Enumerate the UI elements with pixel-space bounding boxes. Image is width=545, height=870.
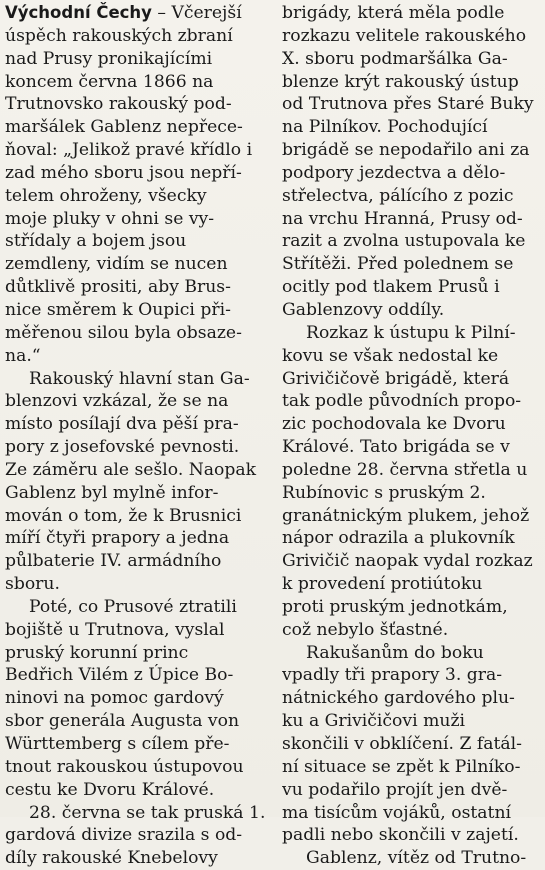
text-line: sbor generála Augusta von — [5, 711, 240, 732]
text-line: střelectva, pálícího z pozic — [282, 185, 514, 206]
text-line: vpadly tři prapory 3. gra- — [282, 665, 503, 686]
text-line — [5, 2, 273, 25]
text-line: Trutnovsko rakouský pod- — [5, 94, 232, 115]
text-line: od Trutnova přes Staré Buky — [282, 94, 534, 115]
text-line-rest: – Včerejší — [151, 3, 242, 23]
text-line: na vrchu Hranná, Prusy od- — [282, 208, 523, 229]
text-line: zad mého sboru jsou nepří- — [5, 162, 242, 183]
text-line: skončili v obklíčení. Z fatál- — [282, 734, 522, 754]
text-line: Grivičič naopak vydal rozkaz — [282, 551, 533, 572]
paragraph-start-line: 28. června se tak pruská 1. — [29, 802, 266, 823]
text-line: tak podle původních propo- — [282, 391, 522, 412]
text-line: nice směrem k Oupici při- — [5, 299, 231, 320]
text-line: granátnickým plukem, jehož — [282, 505, 530, 526]
text-line: k provedení protiútoku — [282, 574, 483, 595]
text-line: vu podařilo projít jen dvě- — [282, 779, 508, 800]
text-line: podpory jezdectva a dělo- — [282, 162, 506, 183]
paragraph-start-line: Poté, co Prusové ztratili — [29, 596, 237, 617]
text-line: nad Prusy pronikajícími — [5, 48, 213, 69]
text-line: tnout rakouskou ústupovou — [5, 756, 244, 777]
text-line: ocitly pod tlakem Prusů i — [282, 277, 500, 298]
text-line: bojiště u Trutnova, vyslal — [5, 619, 225, 640]
article-column-right — [282, 2, 542, 870]
text-line: padli nebo skončili v zajetí. — [282, 825, 519, 846]
paragraph-start-line: Rakušanům do boku — [306, 642, 484, 663]
text-line: razit a zvolna ustupovala ke — [282, 231, 526, 252]
text-line: zemdleny, vidím se nucen — [5, 254, 228, 275]
text-line: nátnického gardového plu- — [282, 688, 515, 709]
text-line: rozkazu velitele rakouského — [282, 25, 527, 46]
text-line: maršálek Gablenz nepřece- — [5, 117, 243, 138]
text-line: na Pilníkov. Pochodující — [282, 117, 488, 138]
paragraph-start-line: Rozkaz k ústupu k Pilní- — [306, 322, 516, 343]
text-line: cestu ke Dvoru Králové. — [5, 779, 215, 800]
text-line: zic pochodovala ke Dvoru — [282, 414, 506, 435]
text-line: míří čtyři prapory a jedna — [5, 528, 230, 549]
text-line: koncem června 1866 na — [5, 71, 214, 92]
text-line: ku a Grivičičovi muži — [282, 711, 465, 732]
text-line: poledne 28. června střetla u — [282, 459, 528, 480]
text-line: brigádě se nepodařilo ani za — [282, 140, 530, 161]
text-line: kovu se však nedostal ke — [282, 345, 499, 366]
text-line: mován o tom, že k Brusnici — [5, 505, 242, 526]
text-line: důtklivě prositi, aby Brus- — [5, 277, 231, 298]
text-line: Králové. Tato brigáda se v — [282, 437, 510, 458]
text-line: půlbaterie IV. armádního — [5, 551, 222, 572]
text-line: pory z josefovské pevnosti. — [5, 437, 240, 458]
text-line: Gablenz byl mylně infor- — [5, 482, 219, 503]
text-line: pruský korunní princ — [5, 642, 189, 663]
text-line: brigády, která měla podle — [282, 3, 505, 23]
text-line: blenze krýt rakouský ústup — [282, 71, 519, 92]
text-line: Ze záměru ale sešlo. Naopak — [5, 459, 257, 480]
text-line: úspěch rakouských zbraní — [5, 25, 233, 46]
text-line: ní situace se zpět k Pilníko- — [282, 756, 521, 777]
text-line: proti pruským jednotkám, — [282, 596, 508, 617]
text-line: moje pluky v ohni se vy- — [5, 208, 215, 229]
text-line: na.“ — [5, 345, 41, 366]
text-line: ninovi na pomoc gardový — [5, 688, 224, 709]
text-line: ma tisícům vojáků, ostatní — [282, 802, 512, 823]
text-line: Gablenzovy oddíly. — [282, 299, 445, 320]
text-line: což nebylo šťastné. — [282, 619, 449, 640]
text-line: místo posílají dva pěší pra- — [5, 414, 239, 435]
text-line: měřenou silou byla obsaze- — [5, 322, 242, 343]
text-line: Württemberg s cílem pře- — [5, 734, 230, 754]
paragraph-start-line: Gablenz, vítěz od Trutno- — [306, 848, 527, 869]
text-line: telem ohroženy, všecky — [5, 185, 207, 206]
text-line: ňoval: „Jelikož pravé křídlo i — [5, 140, 253, 161]
paragraph-start-line: Rakouský hlavní stan Ga- — [29, 368, 250, 389]
text-line: sboru. — [5, 574, 60, 595]
text-line: Bedřich Vilém z Úpice Bo- — [5, 665, 234, 686]
text-line: Grivičičově brigádě, která — [282, 368, 510, 389]
article-column-left — [5, 2, 273, 870]
text-line: blenzovi vzkázal, že se na — [5, 391, 229, 412]
text-line: střídaly a bojem jsou — [5, 231, 187, 252]
text-line: X. sboru podmaršálka Ga- — [282, 48, 508, 69]
text-line: Střítěži. Před polednem se — [282, 254, 514, 275]
text-line: gardová divize srazila s od- — [5, 825, 243, 846]
text-line: nápor odrazila a plukovník — [282, 528, 515, 549]
text-line: Rubínovic s pruským 2. — [282, 482, 486, 503]
dateline: Východní Čechy — [5, 3, 152, 22]
text-line: díly rakouské Knebelovy — [5, 848, 218, 869]
